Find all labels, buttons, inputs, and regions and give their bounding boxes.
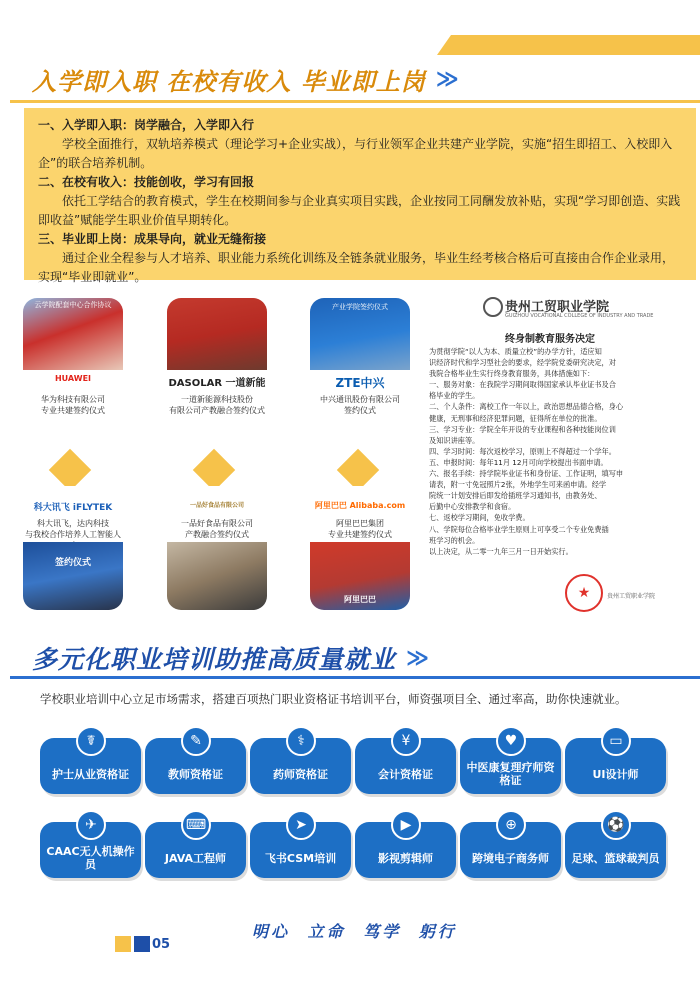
certificate-icon: ✈ <box>76 810 106 840</box>
certificate-label: 护士从业资格证 <box>52 767 129 781</box>
school-seal-icon <box>483 297 503 317</box>
item3-heading: 三、毕业即上岗：成果导向，就业无缝衔接 <box>38 232 267 246</box>
document-line: 格毕业的学生。 <box>429 391 480 401</box>
item3-body: 通过企业全程参与人才培养、职业能力系统化训练及全链条就业服务，毕业生经考核合格后可直接由合作企业录用，实现“毕业即就业”。 <box>38 251 675 284</box>
photo-card-dasolar <box>167 298 267 448</box>
certificate-icon: ⊕ <box>496 810 526 840</box>
motto-word: 明心 <box>252 922 291 941</box>
certificate-icon: ⌨ <box>181 810 211 840</box>
school-name: 贵州工贸职业学院 <box>505 300 610 315</box>
photo-banner: 签约仪式 <box>54 558 91 568</box>
school-motto <box>252 919 466 942</box>
document-line: 七、返校学习期间，免收学费。 <box>429 513 530 523</box>
connector-diamond <box>193 449 235 491</box>
certificate-card[interactable] <box>250 817 351 878</box>
photo-caption-line1: 阿里巴巴集团 <box>336 519 384 528</box>
certificate-card[interactable] <box>40 733 141 794</box>
photo-caption-line2: 产教融合签约仪式 <box>185 530 249 539</box>
document-line: 六、报名手续：持学院毕业证书和身份证、工作证明，填写申 <box>429 469 624 479</box>
double-chevron-icon: ≫ <box>435 67 453 92</box>
iflytek-logo: 科大讯飞 iFLYTEK <box>33 503 113 513</box>
document-line: 八、学院每位合格毕业学生原则上可享受二个专业免费插 <box>429 524 609 534</box>
motto-word: 笃学 <box>363 922 402 941</box>
lifelong-education-document <box>425 290 675 630</box>
photo-banner: 云学院配套中心合作协议 <box>34 301 112 309</box>
section1-underline <box>10 100 700 103</box>
certificate-icon: ♥ <box>496 726 526 756</box>
certificate-label: 足球、篮球裁判员 <box>571 851 660 865</box>
certificate-icon: ➤ <box>286 810 316 840</box>
document-line: 为贯彻学院“以人为本、质量立校”的办学方针，适应知 <box>429 347 602 356</box>
document-line: 二、个人条件：离校工作一年以上，政治思想品德合格，身心 <box>429 402 624 412</box>
document-line: 一、服务对象：在我院学习期间取得国家承认毕业证书及合 <box>429 380 616 390</box>
certificate-label: 跨境电子商务师 <box>472 851 549 865</box>
section1-heading <box>32 62 453 97</box>
signing-photo <box>23 542 123 610</box>
certificate-label: 药师资格证 <box>273 767 328 781</box>
document-body <box>429 346 673 557</box>
section1-title: 入学即入职 在校有收入 毕业即上岗 <box>32 68 426 96</box>
dasolar-logo: DASOLAR 一道新能 <box>168 378 266 389</box>
section2-title: 多元化职业培训助推高质量就业 <box>32 645 397 674</box>
connector-diamond <box>337 449 379 491</box>
certificate-label: 会计资格证 <box>378 767 433 781</box>
motto-word: 躬行 <box>418 922 457 941</box>
photo-caption-line1: 中兴通讯股份有限公司 <box>320 395 400 404</box>
certificate-card[interactable] <box>355 817 456 878</box>
section2-heading <box>32 640 423 676</box>
footer-square-blue <box>134 936 150 952</box>
photo-card-huawei <box>23 298 123 448</box>
footer-square-yellow <box>115 936 131 952</box>
yipinhao-logo: 一品好食品有限公司 <box>189 502 244 509</box>
certificate-label: 影视剪辑师 <box>378 851 433 865</box>
certificate-label: 中医康复理疗师资格证 <box>466 761 555 787</box>
connector-diamond <box>49 449 91 491</box>
photo-caption-line2: 与我校合作培养人工智能人 <box>25 530 121 539</box>
certificate-card[interactable] <box>565 733 666 794</box>
certificate-card[interactable] <box>145 733 246 794</box>
photo-caption-line2: 专业共建签约仪式 <box>328 530 392 539</box>
document-line: 以上决定，从二零一九年三月一日开始实行。 <box>429 546 573 556</box>
certificate-card[interactable] <box>565 817 666 878</box>
document-line: 班学习的机会。 <box>429 535 480 545</box>
photo-caption-line1: 华为科技有限公司 <box>41 395 105 404</box>
section1-textbox <box>24 108 696 284</box>
certificate-icon: ⚽ <box>601 810 631 840</box>
document-line: 识经济时代和学习型社会的要求，经学院党委研究决定，对 <box>429 358 616 368</box>
signing-photo <box>167 298 267 370</box>
photo-banner: 阿里巴巴 <box>344 595 376 604</box>
document-line: 四、学习时间：每次返校学习，原则上不得超过一个学年。 <box>429 446 616 456</box>
school-name-en: GUIZHOU VOCATIONAL COLLEGE OF INDUSTRY AND TRADE <box>505 313 654 319</box>
photo-caption-line2: 签约仪式 <box>344 406 376 415</box>
page-number: 05 <box>152 937 171 952</box>
signing-photo <box>167 542 267 610</box>
photo-caption-line2: 有限公司产教融合签约仪式 <box>169 406 265 415</box>
photo-card-iflytek <box>23 486 123 610</box>
certificate-icon: ¥ <box>391 726 421 756</box>
section2-underline <box>10 676 700 679</box>
certificate-card[interactable] <box>460 817 561 878</box>
document-line: 请表，附一寸免冠照片2张，外地学生可来函申请。经学 <box>429 480 607 490</box>
certificate-label: UI设计师 <box>592 767 639 781</box>
alibaba-logo: 阿里巴巴 Alibaba.com <box>314 501 406 510</box>
document-line: 院统一计划安排后即发给插班学习通知书，由教务处、 <box>429 491 602 501</box>
section2-intro: 学校职业培训中心立足市场需求，搭建百项热门职业资格证书培训平台，师资强项目全、通过率高，助你快速就业。 <box>40 692 627 706</box>
photo-caption-line2: 专业共建签约仪式 <box>41 406 105 415</box>
certificate-label: 飞书CSM培训 <box>264 851 337 865</box>
document-line: 健康，无刑事和经济犯罪问题，征得所在单位的批准。 <box>429 413 602 423</box>
certificate-card[interactable] <box>145 817 246 878</box>
stamp-label: 贵州工贸职业学院 <box>607 593 656 600</box>
item1-heading: 一、入学即入职：岗学融合，入学即入行 <box>38 118 255 132</box>
motto-word: 立命 <box>307 922 346 941</box>
photo-caption-line1: 一道新能源科技股份 <box>181 395 253 404</box>
document-line: 及知识讲座等。 <box>429 435 480 445</box>
certificate-card[interactable] <box>40 817 141 878</box>
double-chevron-icon: ≫ <box>406 645 424 671</box>
item2-body: 依托工学结合的教育模式，学生在校期间参与企业真实项目实践，企业按同工同酬发放补贴，实现“学习即创造、实践即收益”赋能学生职业价值早期转化。 <box>38 194 681 227</box>
item2-heading: 二、在校有收入：技能创收，学习有回报 <box>38 175 255 189</box>
photo-card-yipinhao <box>167 486 267 610</box>
zte-logo: ZTE中兴 <box>335 376 385 390</box>
photo-banner: 产业学院签约仪式 <box>332 303 388 311</box>
official-stamp-icon: ★ <box>565 574 603 612</box>
document-line: 三、学习专业：学院全年开设的专业课程和各种技能岗位训 <box>429 424 616 434</box>
document-line: 我院合格毕业生实行终身教育服务，具体措施如下： <box>429 369 595 379</box>
certificate-icon: ✎ <box>181 726 211 756</box>
certificate-card[interactable] <box>355 733 456 794</box>
document-line: 五、申报时间：每年11月 12月可向学校提出书面申请。 <box>429 457 608 467</box>
photo-card-alibaba <box>310 486 410 610</box>
certificate-icon: ⚕ <box>286 726 316 756</box>
certificate-label: JAVA工程师 <box>164 851 227 865</box>
photo-caption-line1: 一品好食品有限公司 <box>181 519 253 528</box>
certificate-icon: ☤ <box>76 726 106 756</box>
huawei-logo: HUAWEI <box>54 374 92 383</box>
certificate-card[interactable] <box>250 733 351 794</box>
document-title: 终身制教育服务决定 <box>505 334 595 345</box>
certificate-label: CAAC无人机操作员 <box>46 845 135 871</box>
document-line: 后勤中心安排教学和食宿。 <box>429 502 516 512</box>
certificate-icon: ▭ <box>601 726 631 756</box>
certificate-icon: ▶ <box>391 810 421 840</box>
certificate-card[interactable] <box>460 733 561 794</box>
photo-card-zte <box>310 298 410 448</box>
certificate-label: 教师资格证 <box>168 767 223 781</box>
top-decoration-bar <box>437 35 700 55</box>
item1-body: 学校全面推行，双轨培养模式（理论学习+企业实战），与行业领军企业共建产业学院，实施“招生即招工、入校即入企”的联合培养机制。 <box>38 137 673 170</box>
photo-caption-line1: 科大讯飞，达内科技 <box>37 519 109 528</box>
